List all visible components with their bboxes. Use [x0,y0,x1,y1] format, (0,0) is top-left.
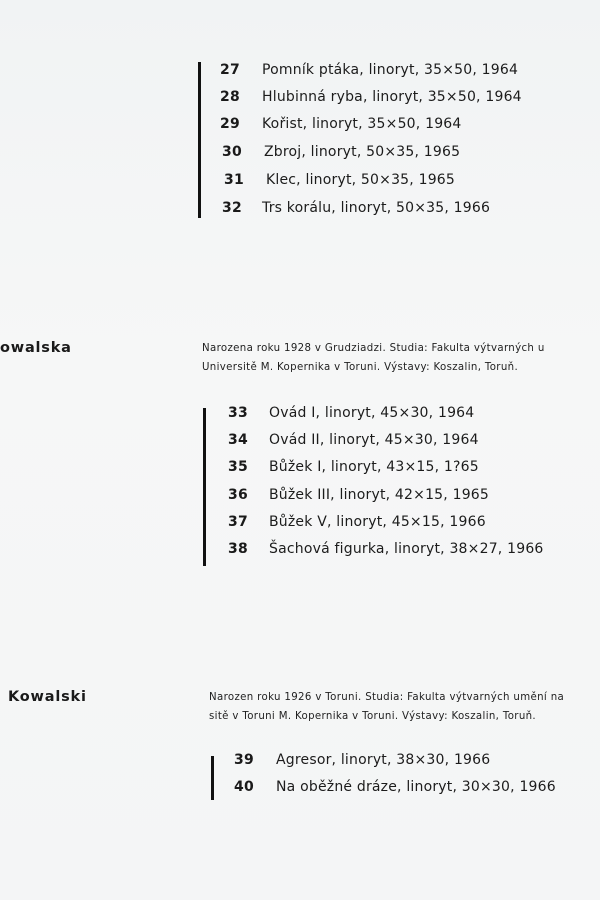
work-title: Agresor, linoryt, 38×30, 1966 [276,752,491,768]
work-number: 29 [220,116,240,132]
section-bar [203,408,206,566]
bio-line: sitě v Toruni M. Kopernika v Toruni. Výstavy: Koszalin, Toruň. [209,711,537,722]
work-number: 32 [222,200,242,216]
work-title: Pomník ptáka, linoryt, 35×50, 1964 [262,62,519,78]
work-number: 35 [228,459,248,475]
work-title: Zbroj, linoryt, 50×35, 1965 [264,144,461,160]
work-title: Kořist, linoryt, 35×50, 1964 [262,116,462,132]
work-title: Bůžek III, linoryt, 42×15, 1965 [269,487,490,503]
work-title: Klec, linoryt, 50×35, 1965 [266,172,456,188]
artist-name: Kowalski [8,689,87,705]
artist-name: owalska [0,340,72,356]
work-number: 27 [220,62,240,78]
work-number: 34 [228,432,248,448]
bio-line: Narozen roku 1926 v Toruni. Studia: Fakulta výtvarných umění na [209,692,565,703]
work-title: Na oběžné dráze, linoryt, 30×30, 1966 [276,779,556,795]
work-title: Ovád I, linoryt, 45×30, 1964 [269,405,475,421]
work-title: Ovád II, linoryt, 45×30, 1964 [269,432,479,448]
work-number: 31 [224,172,244,188]
work-number: 38 [228,541,248,557]
work-title: Šachová figurka, linoryt, 38×27, 1966 [269,541,544,557]
artist-bio [209,688,564,726]
work-title: Bůžek V, linoryt, 45×15, 1966 [269,514,486,530]
section-bar [211,756,214,800]
work-title: Bůžek I, linoryt, 43×15, 1?65 [269,459,479,475]
section-bar [198,62,201,218]
bio-line: Universitě M. Kopernika v Toruni. Výstavy: Koszalin, Toruň. [202,362,519,373]
bio-line: Narozena roku 1928 v Grudziadzi. Studia: Fakulta výtvarných u [202,343,545,354]
work-number: 40 [234,779,254,795]
work-title: Trs korálu, linoryt, 50×35, 1966 [262,200,491,216]
works-list-1 [198,62,558,222]
work-number: 39 [234,752,254,768]
works-list-2 [203,405,583,570]
work-number: 36 [228,487,248,503]
artist-bio [202,339,545,377]
work-number: 28 [220,89,240,105]
works-list-3 [211,752,591,807]
work-number: 33 [228,405,248,421]
work-title: Hlubinná ryba, linoryt, 35×50, 1964 [262,89,522,105]
work-number: 37 [228,514,248,530]
work-number: 30 [222,144,242,160]
